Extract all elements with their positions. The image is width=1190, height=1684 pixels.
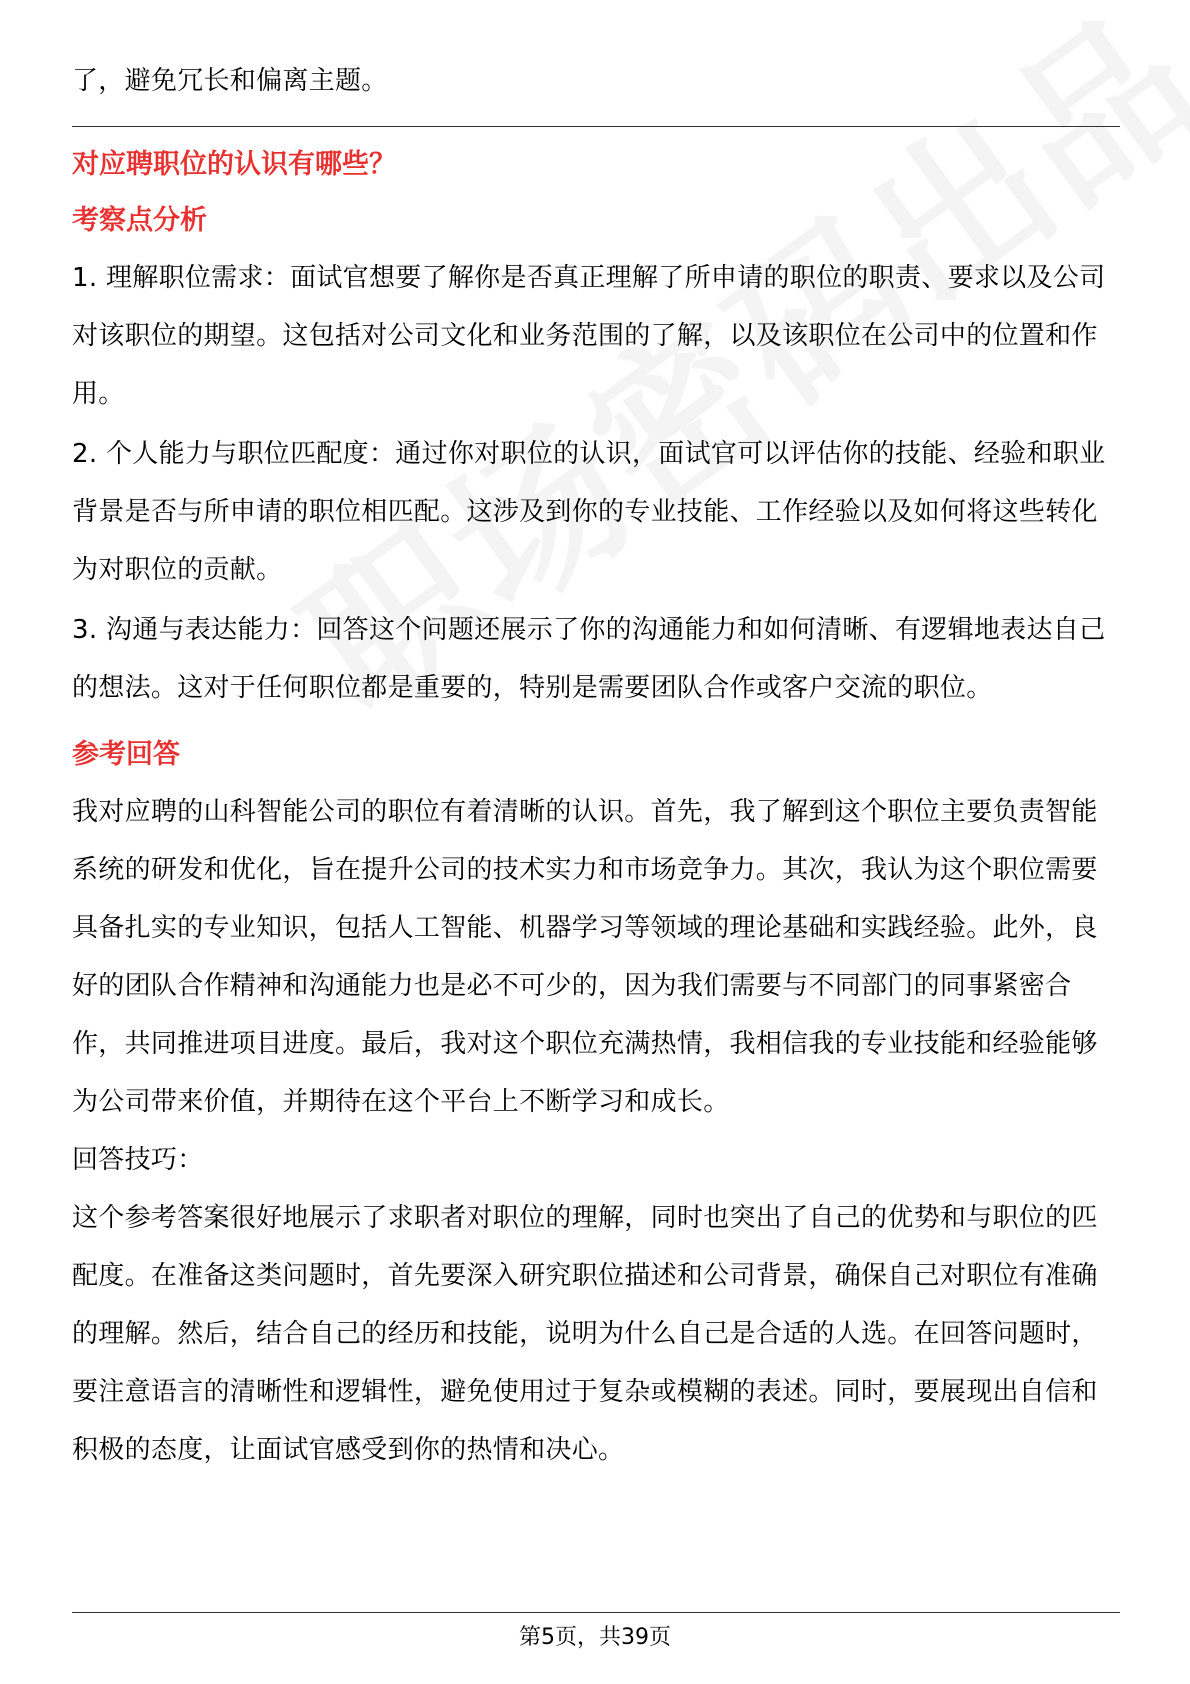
page-content bbox=[72, 52, 1120, 1479]
answer-paragraph: 我对应聘的山科智能公司的职位有着清晰的认识。首先，我了解到这个职位主要负责智能系统的研发和优化，旨在提升公司的技术实力和市场竞争力。其次，我认为这个职位需要具备扎实的专业知识，包括人工智能、机器学习等领域的理论基础和实践经验。此外，良好的团队合作精神和沟通能力也是必不可少的，因为我们需要与不同部门的同事紧密合作，共同推进项目进度。最后，我对这个职位充满热情，我相信我的专业技能和经验能够为公司带来价值，并期待在这个平台上不断学习和成长。 bbox=[72, 797, 1098, 1117]
answer-heading: 参考回答 bbox=[72, 739, 180, 770]
tips-paragraph: 这个参考答案很好地展示了求职者对职位的理解，同时也突出了自己的优势和与职位的匹配度。在准备这类问题时，首先要深入研究职位描述和公司背景，确保自己对职位有准确的理解。然后，结合自己的经历和技能，说明为什么自己是合适的人选。在回答问题时，要注意语言的清晰性和逻辑性，避免使用过于复杂或模糊的表述。同时，要展现出自信和积极的态度，让面试官感受到你的热情和决心。 bbox=[72, 1203, 1098, 1465]
analysis-point-2: 2. 个人能力与职位匹配度：通过你对职位的认识，面试官可以评估你的技能、经验和职业背景是否与所申请的职位相匹配。这涉及到你的专业技能、工作经验以及如何将这些转化为对职位的贡献。 bbox=[72, 439, 1106, 585]
analysis-heading: 考察点分析 bbox=[72, 205, 207, 236]
section-divider bbox=[72, 126, 1120, 127]
spacer bbox=[72, 717, 1120, 727]
analysis-point-1: 1. 理解职位需求：面试官想要了解你是否真正理解了所申请的职位的职责、要求以及公司对该职位的期望。这包括对公司文化和业务范围的了解，以及该职位在公司中的位置和作用。 bbox=[72, 263, 1106, 409]
analysis-point-3: 3. 沟通与表达能力：回答这个问题还展示了你的沟通能力和如何清晰、有逻辑地表达自己的想法。这对于任何职位都是重要的，特别是需要团队合作或客户交流的职位。 bbox=[72, 615, 1106, 703]
page-number: 第5页，共39页 bbox=[519, 1625, 671, 1650]
footer-divider bbox=[72, 1612, 1120, 1613]
intro-tail-paragraph: 了，避免冗长和偏离主题。 bbox=[72, 66, 388, 96]
question-title: 对应聘职位的认识有哪些？ bbox=[72, 149, 396, 180]
tips-label: 回答技巧： bbox=[72, 1145, 204, 1175]
